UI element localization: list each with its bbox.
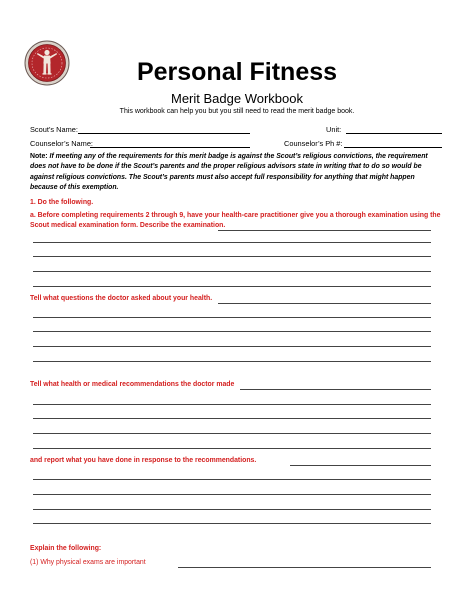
answer-line[interactable]: [218, 230, 431, 231]
answer-line[interactable]: [33, 448, 431, 449]
counselor-phone-label: Counselor’s Ph #:: [284, 139, 343, 148]
counselor-name-field[interactable]: [90, 147, 250, 148]
answer-line[interactable]: [33, 404, 431, 405]
answer-line[interactable]: [218, 303, 431, 304]
page-title: Personal Fitness: [136, 58, 338, 86]
requirement-1a: a. Before completing requirements 2 through 9, have your health-care practitioner give you a thorough examination using the Scout medical examination form. Describe the examination.: [30, 212, 441, 230]
response-prompt: and report what you have done in response to the recommendations.: [30, 457, 257, 464]
answer-line[interactable]: [33, 346, 431, 347]
answer-line[interactable]: [33, 523, 431, 524]
answer-line[interactable]: [33, 286, 431, 287]
page-subtitle: Merit Badge Workbook: [171, 91, 303, 106]
answer-line[interactable]: [33, 509, 431, 510]
requirement-1: 1. Do the following.: [30, 199, 94, 206]
counselor-phone-field[interactable]: [344, 147, 442, 148]
answer-line[interactable]: [33, 361, 431, 362]
answer-line[interactable]: [33, 418, 431, 419]
unit-label: Unit:: [326, 125, 342, 134]
note-text: If meeting any of the requirements for this merit badge is against the Scout’s religious convictions, the requirement does not have to be done if the Scout’s parents and the proper religious advisors state in writing that to do so would be against religious convictions. The Scout’s parents must also accept full responsibility for anything that might happen because of this exemption.: [30, 153, 428, 192]
answer-line[interactable]: [290, 465, 431, 466]
recommendations-prompt: Tell what health or medical recommendations the doctor made: [30, 381, 235, 388]
answer-line[interactable]: [33, 494, 431, 495]
answer-line[interactable]: [240, 389, 431, 390]
answer-line[interactable]: [33, 331, 431, 332]
exemption-note: [30, 152, 440, 194]
answer-line[interactable]: [178, 567, 431, 568]
counselor-name-label: Counselor’s Name:: [30, 139, 93, 148]
page-tagline: This workbook can help you but you still need to read the merit badge book.: [119, 108, 355, 115]
unit-field[interactable]: [346, 133, 442, 134]
scout-name-label: Scout’s Name:: [30, 125, 78, 134]
questions-prompt: Tell what questions the doctor asked about your health.: [30, 295, 213, 302]
answer-line[interactable]: [33, 433, 431, 434]
answer-line[interactable]: [33, 242, 431, 243]
explain-heading: Explain the following:: [30, 545, 102, 552]
answer-line[interactable]: [33, 256, 431, 257]
answer-line[interactable]: [33, 479, 431, 480]
scout-name-field[interactable]: [78, 133, 250, 134]
answer-line[interactable]: [33, 271, 431, 272]
answer-line[interactable]: [33, 317, 431, 318]
note-lead: Note:: [30, 153, 48, 160]
why-exams-prompt: (1) Why physical exams are important: [30, 559, 146, 566]
